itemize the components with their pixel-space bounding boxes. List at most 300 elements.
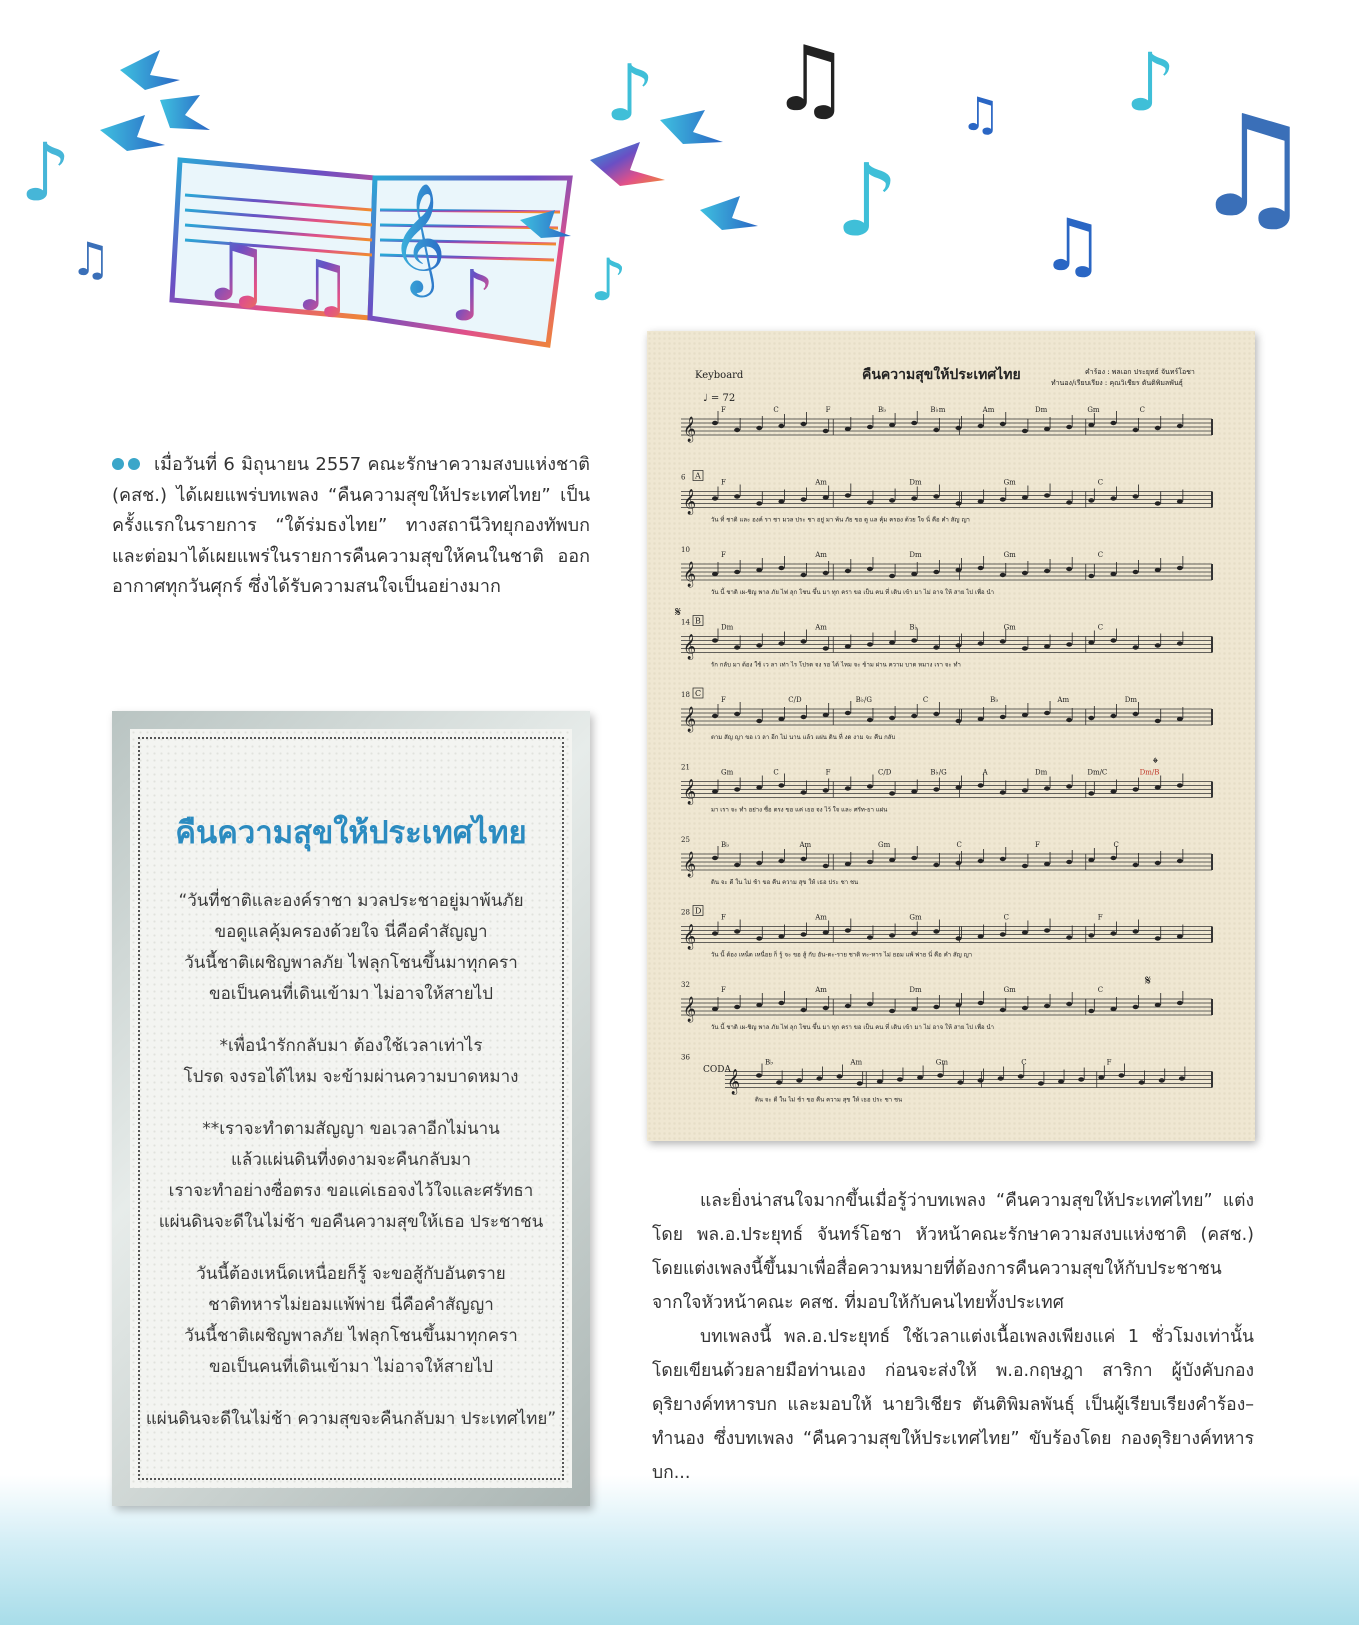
chord-symbol: B♭: [878, 406, 887, 414]
note-head: [1155, 785, 1161, 789]
note-head: [712, 856, 718, 860]
note-head: [756, 861, 762, 865]
note-head: [911, 931, 917, 935]
chord-symbol: C: [1097, 623, 1104, 632]
staff-lyric: วัน นี้ ต้อง เหน็ด เหนื่อย ก็ รู้ จะ ขอ สู้ กับ อัน-ตะ-ราย ชาติ ทะ-หาร ไม่ ยอม แพ้ พ่าย นี่ คือ คำ สัญ ญา: [711, 951, 973, 959]
chord-symbol: C: [773, 768, 779, 777]
note-head: [845, 711, 851, 715]
note-head: [889, 1009, 895, 1013]
note-head: [1159, 1078, 1165, 1082]
note-head: [1000, 715, 1006, 719]
note-head: [956, 1003, 962, 1007]
staff-lyric: ตาม สัญ ญา ขอ เว ลา อีก ไม่ นาน แล้ว แผ่น ดิน ที่ งด งาม จะ คืน กลับ: [711, 734, 896, 741]
lyric-line: ชาติทหารไม่ยอมแพ้พ่าย นี่คือคำสัญญา: [208, 1295, 494, 1315]
lyric-line: **เราจะทำตามสัญญา ขอเวลาอีกไม่นาน: [202, 1119, 500, 1139]
note-head: [1066, 1002, 1072, 1006]
note-head: [712, 496, 718, 500]
note-head: [1000, 639, 1006, 643]
chord-symbol: C: [1021, 1058, 1027, 1067]
note-head: [911, 421, 917, 425]
note-head: [956, 785, 962, 789]
treble-clef-icon: 𝄞: [683, 997, 697, 1022]
chord-symbol: F: [721, 478, 726, 487]
note-head: [1098, 1075, 1104, 1079]
note-head: [1044, 862, 1050, 866]
note-head: [933, 645, 939, 649]
chord-symbol: Am: [799, 841, 812, 849]
note-head: [734, 570, 740, 574]
treble-clef-icon: 𝄞: [683, 489, 697, 515]
chord-symbol: F: [721, 913, 726, 922]
note-head: [1088, 423, 1094, 427]
note-head: [778, 424, 784, 428]
chord-symbol: C: [1113, 841, 1119, 849]
note-head: [1078, 1077, 1084, 1081]
note-head: [917, 1075, 923, 1079]
chord-symbol: F: [721, 551, 726, 559]
chord-symbol: F: [721, 986, 726, 994]
note-head: [1066, 784, 1072, 788]
chord-symbol: Am: [982, 406, 995, 414]
note-head: [911, 572, 917, 576]
chord-symbol: C: [1139, 406, 1146, 414]
lyrics-paper: [130, 729, 572, 1488]
note-head: [1000, 932, 1006, 936]
chord-symbol: B♭: [721, 841, 730, 849]
chord-symbol: Gm: [1087, 406, 1100, 414]
chord-symbol: Dm: [909, 986, 922, 994]
staff-lyric: วัน ที่ ชาติ และ องค์ รา ชา มวล ประ ชา อยู่ มา พ้น ภัย ขอ ดู แล คุ้ม ครอง ด้วย ใจ นี่ คือ คำ สัญ ญา: [711, 516, 970, 524]
note-head: [778, 566, 784, 570]
note-head: [956, 568, 962, 572]
note-head: [1088, 933, 1094, 937]
note-head: [1177, 859, 1183, 863]
note-head: [1133, 1005, 1139, 1009]
chord-symbol: C: [956, 841, 962, 849]
note-head: [1022, 930, 1028, 934]
note-head: [889, 933, 895, 937]
lyrics-stanza: [130, 1031, 572, 1093]
note-head: [1177, 934, 1183, 938]
lyrics-body: [130, 886, 572, 1456]
bar-number: 28: [681, 908, 690, 917]
chord-symbol: Am: [815, 551, 827, 559]
note-head: [889, 498, 895, 502]
chord-symbol: B♭m: [930, 406, 946, 414]
note-head: [1133, 570, 1139, 574]
lyrics-title: คืนความสุขให้ประเทศไทย: [175, 815, 527, 851]
chord-symbol: Gm: [721, 768, 734, 777]
chord-symbol: Dm: [909, 551, 922, 559]
note-head: [801, 715, 807, 719]
note-head: [796, 1078, 802, 1082]
note-head: [1000, 497, 1006, 501]
lyric-line: ขอเป็นคนที่เดินเข้ามา ไม่อาจให้สายไป: [208, 984, 494, 1004]
note-head: [1155, 568, 1161, 572]
treble-clef-icon: 𝄞: [683, 707, 697, 732]
note-head: [1177, 1001, 1183, 1005]
note-head: [1110, 1007, 1116, 1011]
bar-number: 10: [681, 546, 690, 554]
chord-symbol: Gm: [1003, 478, 1016, 487]
note-head: [978, 859, 984, 863]
note-head: [801, 422, 807, 426]
note-head: [1177, 717, 1183, 721]
note-head: [1155, 426, 1161, 430]
note-head: [911, 1007, 917, 1011]
note-head: [1118, 1073, 1124, 1077]
chord-symbol: B♭: [990, 696, 999, 704]
note-head: [756, 1003, 762, 1007]
note-head: [1066, 567, 1072, 571]
note-head: [1022, 864, 1028, 868]
staff-lyric: วัน นี้ ชาติ เผ-ชิญ พาล ภัย ไฟ ลุก โชน ขึ้น มา ทุก ครา ขอ เป็น คน ที่ เดิน เข้า มา ไม่ อาจ ให้ สาย ไป เพื่อ นำ: [711, 1024, 995, 1031]
note-head: [801, 932, 807, 936]
note-head: [712, 1007, 718, 1011]
note-head: [933, 570, 939, 574]
note-head: [845, 644, 851, 648]
note-head: [1022, 571, 1028, 575]
note-head: [978, 934, 984, 938]
treble-clef-icon: 𝄞: [683, 634, 697, 660]
note-head: [956, 426, 962, 430]
chord-symbol: F: [825, 406, 831, 414]
lyric-line: ขอดูแลคุ้มครองด้วยใจ นี่คือคำสัญญา: [214, 922, 488, 942]
chord-symbol: F: [721, 406, 726, 414]
staff-lyric: ดิน จะ ดี ใน ไม่ ช้า ขอ คืน ความ สุข ให้ เธอ ประ ชา ชน: [755, 1096, 903, 1104]
note-head: [1133, 863, 1139, 867]
svg-text:♫: ♫: [770, 27, 851, 132]
note-head: [1088, 574, 1094, 578]
chord-symbol: C: [1003, 913, 1009, 922]
note-head: [712, 638, 718, 642]
chord-symbol: C: [1097, 551, 1104, 559]
svg-text:♪: ♪: [1125, 36, 1177, 129]
note-head: [712, 572, 718, 576]
note-head: [801, 790, 807, 794]
lyric-line: ขอเป็นคนที่เดินเข้ามา ไม่อาจให้สายไป: [208, 1357, 494, 1377]
sheet-credit-lyrics: คำร้อง : พลเอก ประยุทธ์ จันทร์โอชา: [1085, 368, 1195, 376]
note-head: [1155, 936, 1161, 940]
staff-lyric: รัก กลับ มา ต้อง ใช้ เว ลา เท่า ไร โปรด จง รอ ได้ ไหม จะ ข้าม ผ่าน ความ บาด หมาง เรา จะ ทำ: [711, 661, 961, 669]
sheet-tempo: ♩ = 72: [703, 393, 736, 404]
treble-clef-icon: 𝄞: [683, 417, 697, 442]
sheet-coda-label: CODA: [703, 1065, 731, 1075]
svg-text:♫: ♫: [960, 87, 1002, 141]
note-head: [978, 717, 984, 721]
note-head: [1044, 493, 1050, 497]
chord-symbol: Am: [815, 478, 827, 487]
note-head: [734, 712, 740, 716]
note-head: [823, 429, 829, 433]
sheet-staves: [647, 331, 1255, 1141]
note-head: [734, 645, 740, 649]
chord-symbol: Am: [815, 913, 827, 922]
chord-symbol: Gm: [1003, 551, 1016, 559]
note-head: [1177, 566, 1183, 570]
segno-icon: 𝄋: [675, 604, 682, 621]
note-head: [1058, 1079, 1064, 1083]
body-paragraph: บทเพลงนี้ พล.อ.ประยุทธ์ ใช้เวลาแต่งเนื้อเพลงเพียงแค่ 1 ชั่วโมงเท่านั้น โดยเขียนด้วยลายมือท่านเอง ก่อนจะส่งให้ พ.อ.กฤษฎา สาริกา ผู้บังคับกองดุริยางค์ทหารบก และมอบให้ นายวิเชียร ตันติพิมลพันธุ์ เป็นผู้เรียบเรียงคำร้อง–ทำนอง ซึ่งบทเพลง “คืนความสุขให้ประเทศไทย” ขับร้องโดย กองดุริยางค์ทหารบก...: [652, 1327, 1254, 1483]
note-head: [1139, 1080, 1145, 1084]
note-head: [756, 501, 762, 505]
treble-clef-icon: 𝄞: [683, 562, 697, 587]
lyric-line: *เพื่อนำรักกลับมา ต้องใช้เวลาเท่าไร: [219, 1036, 483, 1056]
note-head: [1177, 641, 1183, 645]
note-head: [1022, 495, 1028, 499]
svg-text:♪: ♪: [20, 126, 72, 219]
note-head: [889, 716, 895, 720]
note-head: [998, 1076, 1004, 1080]
svg-text:♪: ♪: [605, 49, 655, 139]
note-head: [734, 494, 740, 498]
note-head: [778, 499, 784, 503]
svg-text:𝄞: 𝄞: [390, 183, 447, 293]
svg-text:♪: ♪: [835, 142, 899, 259]
note-head: [1066, 500, 1072, 504]
note-head: [911, 856, 917, 860]
note-head: [845, 569, 851, 573]
note-head: [1044, 1004, 1050, 1008]
lyric-line: แผ่นดินจะดีในไม่ช้า ขอคืนความสุขให้เธอ ประชาชน: [158, 1212, 544, 1232]
note-head: [845, 1004, 851, 1008]
note-head: [1110, 638, 1116, 642]
note-head: [957, 1080, 963, 1084]
chord-symbol: Gm: [1003, 986, 1016, 994]
chord-symbol: Gm: [935, 1058, 949, 1067]
note-head: [1044, 644, 1050, 648]
lyrics-stanza: [130, 1404, 572, 1435]
lyric-line: โปรด จงรอได้ไหม จะข้ามผ่านความบาดหมาง: [183, 1067, 519, 1087]
note-head: [778, 934, 784, 938]
note-head: [1088, 716, 1094, 720]
note-head: [889, 858, 895, 862]
note-head: [1044, 569, 1050, 573]
note-head: [956, 643, 962, 647]
bar-number: 21: [681, 763, 690, 772]
note-head: [933, 494, 939, 498]
note-head: [816, 1076, 822, 1080]
bar-number: 32: [681, 981, 690, 989]
svg-text:♪: ♪: [450, 255, 495, 337]
note-head: [956, 719, 962, 723]
note-head: [933, 929, 939, 933]
note-head: [1133, 645, 1139, 649]
note-head: [756, 426, 762, 430]
chord-symbol: B♭/G: [855, 696, 872, 704]
note-head: [889, 640, 895, 644]
segno-icon: 𝄋: [1145, 973, 1152, 989]
note-head: [712, 789, 718, 793]
chord-symbol: B♭/G: [930, 768, 947, 777]
note-head: [1022, 713, 1028, 717]
chord-symbol: B♭: [765, 1058, 774, 1067]
note-head: [734, 863, 740, 867]
chord-symbol: Gm: [1003, 623, 1016, 632]
intro-paragraph: [112, 450, 590, 603]
chord-symbol: C: [922, 696, 929, 704]
note-head: [1110, 931, 1116, 935]
note-head: [845, 862, 851, 866]
intro-text: เมื่อวันที่ 6 มิถุนายน 2557 คณะรักษาความสงบแห่งชาติ (คสช.) ได้เผยแพร่บทเพลง “คืนความสุขให้ประเทศไทย” เป็นครั้งแรกในรายการ “ใต้ร่มธงไทย” ทางสถานีวิทยุกองทัพบก และต่อมาได้เผยแพร่ในรายการคืนความสุขให้คนในชาติ ออกอากาศทุกวันศุกร์ ซึ่งได้รับความสนใจเป็นอย่างมาก: [112, 454, 590, 597]
note-head: [756, 936, 762, 940]
note-head: [712, 931, 718, 935]
chord-symbol: Dm/B: [1139, 768, 1160, 777]
sheet-instrument: Keyboard: [695, 370, 744, 381]
bullet-dots-icon: [112, 450, 144, 481]
chord-symbol: Dm: [1035, 406, 1048, 414]
lyrics-box: [112, 711, 590, 1506]
note-head: [1177, 424, 1183, 428]
note-head: [1000, 790, 1006, 794]
note-head: [823, 495, 829, 499]
note-head: [1066, 425, 1072, 429]
note-head: [823, 1006, 829, 1010]
lyric-line: วันนี้ชาติเผชิญพาลภัย ไฟลุกโชนขึ้นมาทุกครา: [184, 953, 518, 973]
note-head: [867, 935, 873, 939]
note-head: [877, 1079, 883, 1083]
header-music-illustration: [0, 0, 1359, 360]
note-head: [911, 496, 917, 500]
note-head: [1000, 573, 1006, 577]
rehearsal-mark: C: [695, 689, 702, 698]
note-head: [756, 568, 762, 572]
note-head: [1110, 789, 1116, 793]
chord-symbol: A: [982, 768, 988, 777]
note-head: [778, 783, 784, 787]
note-head: [867, 567, 873, 571]
note-head: [778, 641, 784, 645]
note-head: [1088, 858, 1094, 862]
lyric-line: วันนี้ต้องเหน็ดเหนื่อยก็รู้ จะขอสู้กับอันตราย: [196, 1264, 506, 1284]
note-head: [1155, 501, 1161, 505]
note-head: [1133, 428, 1139, 432]
note-head: [867, 718, 873, 722]
note-head: [1022, 1006, 1028, 1010]
note-head: [1155, 861, 1161, 865]
note-head: [801, 497, 807, 501]
staff-lyric: ดิน จะ ดี ใน ไม่ ช้า ขอ คืน ความ สุข ให้ เธอ ประ ชา ชน: [711, 879, 859, 886]
note-head: [1177, 499, 1183, 503]
chord-symbol: F: [1035, 841, 1040, 849]
treble-clef-icon: 𝄞: [683, 924, 697, 950]
note-head: [933, 787, 939, 791]
note-head: [933, 1005, 939, 1009]
note-head: [1044, 711, 1050, 715]
chord-symbol: F: [1106, 1058, 1112, 1067]
note-head: [1066, 718, 1072, 722]
note-head: [1133, 929, 1139, 933]
music-sheet-birds-graphic: [0, 0, 1359, 360]
treble-clef-icon: 𝄞: [727, 1069, 741, 1095]
note-head: [801, 857, 807, 861]
sheet-title: คืนความสุขให้ประเทศไทย: [862, 367, 1021, 383]
bar-number: 6: [681, 473, 686, 482]
note-head: [933, 863, 939, 867]
note-head: [801, 573, 807, 577]
lyric-line: “วันที่ชาติและองค์ราชา มวลประชาอยู่มาพ้นภัย: [178, 891, 524, 911]
note-head: [845, 427, 851, 431]
note-head: [1110, 496, 1116, 500]
note-head: [1022, 429, 1028, 433]
note-head: [756, 643, 762, 647]
note-head: [1088, 498, 1094, 502]
rehearsal-mark: A: [695, 471, 701, 481]
note-head: [897, 1077, 903, 1081]
sheet-music: [647, 331, 1255, 1141]
note-head: [978, 1078, 984, 1082]
lyric-line: เราจะทำอย่างซื่อตรง ขอแค่เธอจงไว้ใจและศรัทธา: [168, 1181, 534, 1201]
note-head: [734, 787, 740, 791]
bar-number: 36: [681, 1053, 690, 1062]
chord-symbol: Am: [815, 986, 827, 994]
note-head: [956, 501, 962, 505]
note-head: [778, 1001, 784, 1005]
note-head: [1110, 421, 1116, 425]
note-head: [712, 421, 718, 425]
lyrics-stanza: [130, 886, 572, 1010]
chord-symbol: C/D: [788, 696, 802, 704]
svg-text:♫: ♫: [70, 232, 112, 286]
note-head: [867, 1002, 873, 1006]
note-head: [734, 428, 740, 432]
note-head: [1110, 856, 1116, 860]
sheet-credit-arrange: ทำนอง/เรียบเรียง : คุณวิเชียร ตันติพิมลพันธุ์: [1051, 379, 1183, 387]
body-paragraph: และยิ่งน่าสนใจมากขึ้นเมื่อรู้ว่าบทเพลง “คืนความสุขให้ประเทศไทย” แต่งโดย พล.อ.ประยุทธ์ จันทร์โอชา หัวหน้าคณะรักษาความสงบแห่งชาติ (คสช.) โดยแต่งเพลงนี้ขึ้นมาเพื่อสื่อความหมายที่ต้องการคืนความสุขให้กับประชาชน จากใจหัวหน้าคณะ คสช. ที่มอบให้กับคนไทยทั้งประเทศ: [652, 1191, 1254, 1313]
chord-symbol: Dm: [1035, 768, 1048, 777]
note-head: [889, 423, 895, 427]
note-head: [823, 864, 829, 868]
note-head: [1088, 1009, 1094, 1013]
note-head: [1044, 786, 1050, 790]
note-head: [845, 928, 851, 932]
chord-symbol: C: [1097, 478, 1104, 487]
note-head: [1018, 1074, 1024, 1078]
note-head: [1044, 427, 1050, 431]
chord-symbol: C/D: [878, 768, 892, 777]
note-head: [867, 860, 873, 864]
lyric-line: วันนี้ชาติเผชิญพาลภัย ไฟลุกโชนขึ้นมาทุกครา: [184, 1326, 518, 1346]
note-head: [889, 574, 895, 578]
note-head: [1022, 788, 1028, 792]
note-head: [1000, 857, 1006, 861]
note-head: [823, 930, 829, 934]
note-head: [712, 714, 718, 718]
coda-icon: 𝄌: [1153, 755, 1158, 772]
chord-symbol: F: [825, 768, 831, 777]
note-head: [1179, 1076, 1185, 1080]
note-head: [845, 786, 851, 790]
note-head: [867, 425, 873, 429]
note-head: [1133, 494, 1139, 498]
note-head: [867, 500, 873, 504]
chord-symbol: Am: [1057, 696, 1070, 704]
note-head: [1155, 719, 1161, 723]
note-head: [845, 493, 851, 497]
bar-number: 18: [681, 691, 690, 699]
chord-symbol: Am: [815, 623, 827, 632]
note-head: [933, 428, 939, 432]
note-head: [823, 788, 829, 792]
chord-symbol: C: [773, 406, 779, 414]
note-head: [1133, 712, 1139, 716]
treble-clef-icon: 𝄞: [683, 852, 697, 877]
note-head: [1066, 860, 1072, 864]
note-head: [801, 1008, 807, 1012]
rehearsal-mark: D: [695, 906, 702, 916]
note-head: [823, 571, 829, 575]
chord-symbol: Dm: [909, 478, 922, 487]
